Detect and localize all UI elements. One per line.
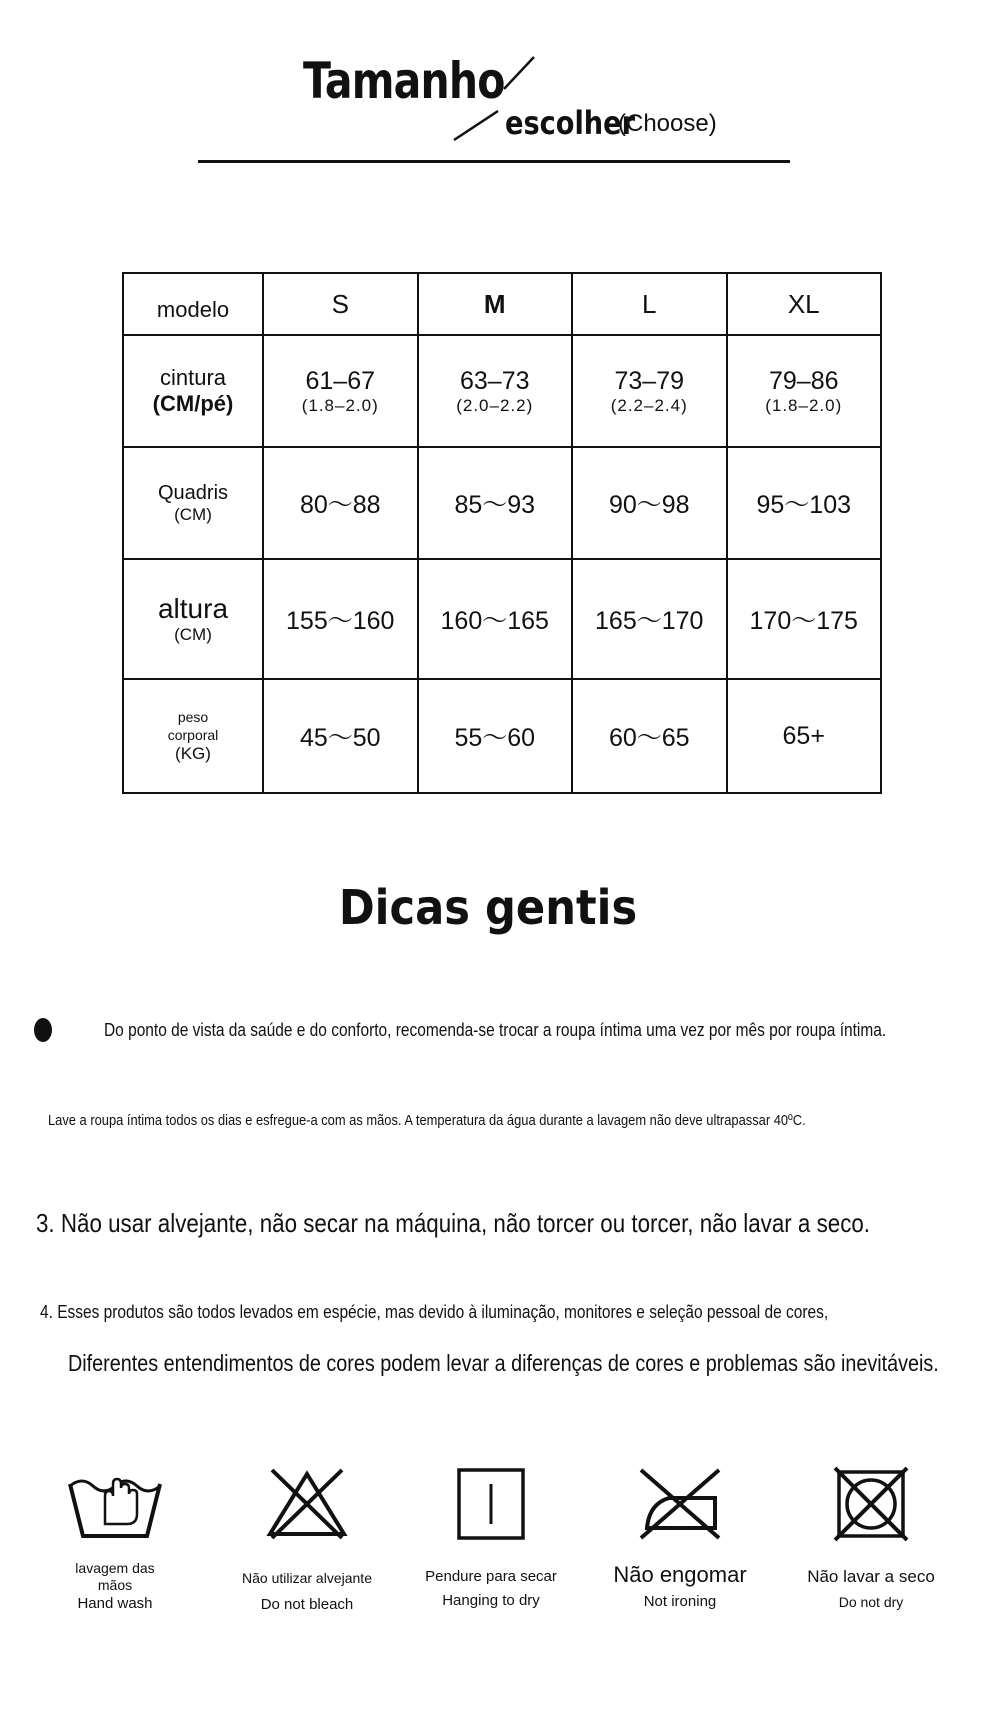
row-label-cintura: cintura (CM/pé) <box>123 335 263 447</box>
table-cell: 63–73 (2.0–2.2) <box>418 335 573 447</box>
page-title: Tamanho <box>303 52 505 110</box>
table-cell: 95～103 <box>727 447 882 559</box>
table-cell: 80～88 <box>263 447 418 559</box>
tip-item-4-continued: Diferentes entendimentos de cores podem levar a diferenças de cores e problemas são inevitáveis. <box>68 1350 939 1376</box>
page-subtitle-en: (Choose) <box>618 110 717 137</box>
table-cell: 165～170 <box>572 559 727 679</box>
table-corner-label: modelo <box>123 273 263 335</box>
table-row-altura <box>123 559 881 679</box>
table-cell: 79–86 (1.8–2.0) <box>727 335 882 447</box>
table-row-peso <box>123 679 881 793</box>
tips-title: Dicas gentis <box>338 880 638 936</box>
size-header-m: M <box>418 273 573 335</box>
table-header-row <box>123 273 881 335</box>
table-cell: 73–79 (2.2–2.4) <box>572 335 727 447</box>
no-bleach-icon <box>262 1466 352 1542</box>
care-item-hang-dry: Pendure para secar Hanging to dry <box>416 1466 566 1611</box>
size-table <box>122 272 882 794</box>
table-cell: 45～50 <box>263 679 418 793</box>
care-item-no-ironing: Não engomar Not ironing <box>605 1466 755 1612</box>
table-cell: 65+ <box>727 679 882 793</box>
table-row-cintura <box>123 335 881 447</box>
row-label-altura: altura (CM) <box>123 559 263 679</box>
row-label-quadris: Quadris (CM) <box>123 447 263 559</box>
size-header-s: S <box>263 273 418 335</box>
tip-item-4: 4. Esses produtos são todos levados em espécie, mas devido à iluminação, monitores e seleção pessoal de cores, <box>40 1302 829 1322</box>
table-cell: 90～98 <box>572 447 727 559</box>
tip-item-2: Lave a roupa íntima todos os dias e esfregue-a com as mãos. A temperatura da água durante a lavagem não deve ultrapassar 40ºC. <box>48 1112 806 1129</box>
table-cell: 61–67 (1.8–2.0) <box>263 335 418 447</box>
bullet-icon <box>34 1018 52 1042</box>
table-row-quadris <box>123 447 881 559</box>
tip-item-3: 3. Não usar alvejante, não secar na máquina, não torcer ou torcer, não lavar a seco. <box>36 1208 871 1238</box>
table-cell: 155～160 <box>263 559 418 679</box>
table-cell: 85～93 <box>418 447 573 559</box>
hang-dry-icon <box>453 1466 529 1542</box>
no-ironing-icon <box>635 1466 725 1542</box>
table-cell: 60～65 <box>572 679 727 793</box>
size-header-l: L <box>572 273 727 335</box>
table-cell: 160～165 <box>418 559 573 679</box>
care-item-no-dry-clean: Não lavar a seco Do not dry <box>796 1466 946 1612</box>
care-item-no-bleach: Não utilizar alvejante Do not bleach <box>232 1466 382 1615</box>
table-cell: 170～175 <box>727 559 882 679</box>
size-header-xl: XL <box>727 273 882 335</box>
row-label-peso: peso corporal (KG) <box>123 679 263 793</box>
header-divider <box>198 160 790 163</box>
no-dry-clean-icon <box>831 1466 911 1542</box>
tip-item-1: Do ponto de vista da saúde e do conforto, recomenda-se trocar a roupa íntima uma vez por mês por roupa íntima. <box>104 1020 887 1040</box>
table-cell: 55～60 <box>418 679 573 793</box>
hand-wash-icon <box>65 1466 165 1542</box>
page-subtitle: escolher <box>505 104 635 142</box>
care-item-hand-wash: lavagem das mãos Hand wash <box>40 1466 190 1614</box>
